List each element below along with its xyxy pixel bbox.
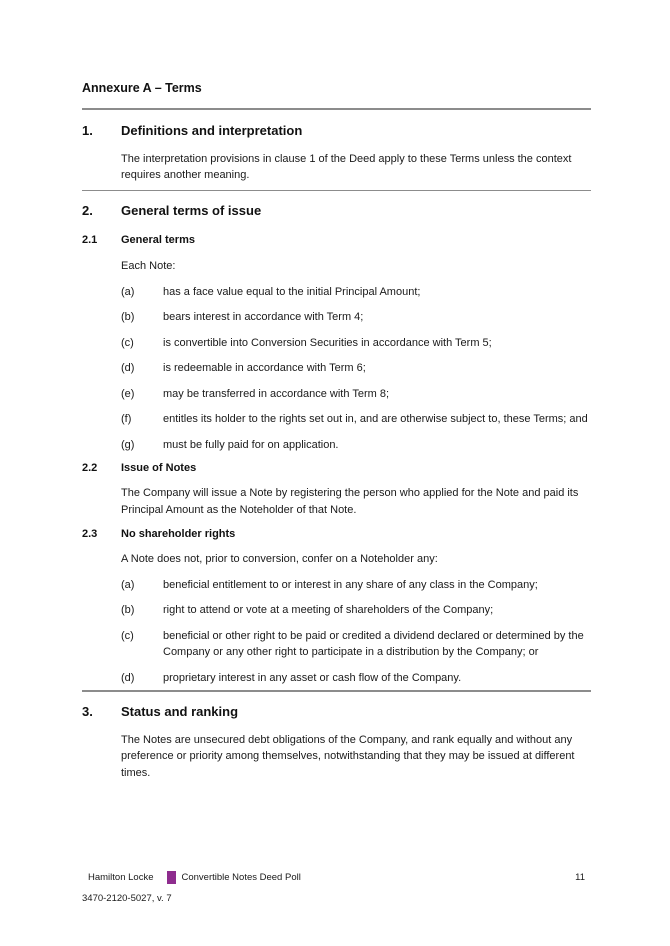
section-2-heading: General terms of issue [121, 203, 262, 218]
list-item [121, 437, 591, 454]
section-2-heading-row [82, 203, 591, 218]
list-item-text: must be fully paid for on application. [163, 438, 339, 451]
subsection-2-1-heading: General terms [121, 234, 195, 246]
list-item-text: right to attend or vote at a meeting of shareholders of the Company; [163, 604, 494, 616]
horizontal-rule [82, 190, 591, 192]
list-item-label: (a) [121, 578, 135, 591]
list-item-label: (b) [121, 311, 135, 323]
list-item [121, 411, 591, 428]
section-2-number: 2. [82, 203, 93, 218]
subsection-2-3-heading: No shareholder rights [121, 528, 236, 540]
subsection-2-3-intro: A Note does not, prior to conversion, confer on a Noteholder any: [121, 553, 438, 565]
list-item-label: (d) [121, 671, 135, 684]
footer-doc-id: 3470-2120-5027, v. 7 [82, 893, 172, 904]
footer-page-number: 11 [575, 871, 585, 883]
footer-firm-name: Hamilton Locke [88, 871, 154, 883]
list-item [121, 309, 591, 326]
list-item-text: beneficial or other right to be paid or credited a dividend declared or determined by the Company or any other right to participate in a distribution by the Company; or [163, 629, 584, 658]
list-item [121, 386, 591, 403]
horizontal-rule [82, 690, 591, 692]
list-item [121, 284, 591, 301]
list-item [121, 670, 591, 687]
subsection-2-1-heading-row [82, 233, 591, 247]
section-1-heading: Definitions and interpretation [121, 122, 303, 138]
section-3-number: 3. [82, 703, 93, 719]
list-item [121, 577, 591, 594]
list-item-label: (e) [121, 387, 135, 400]
list-item-label: (b) [121, 604, 135, 616]
horizontal-rule [82, 108, 591, 110]
footer-accent-square [167, 871, 176, 884]
list-item-text: is redeemable in accordance with Term 6; [163, 362, 366, 374]
list-item [121, 602, 591, 619]
list-item-label: (c) [121, 336, 134, 349]
list-item-text: may be transferred in accordance with Term 8; [163, 387, 390, 400]
list-item-label: (d) [121, 362, 135, 374]
list-item-label: (c) [121, 629, 134, 642]
list-item [121, 335, 591, 352]
subsection-2-3-heading-row [82, 527, 591, 541]
list-item-text: beneficial entitlement to or interest in any share of any class in the Company; [163, 578, 538, 591]
section-3-paragraph: The Notes are unsecured debt obligations of the Company, and rank equally and without any preference or priority among themselves, notwithstanding that they may be issued at different times. [121, 733, 575, 779]
section-1-paragraph: The interpretation provisions in clause 1 of the Deed apply to these Terms unless the context requires another meaning. [121, 152, 572, 181]
list-item-label: (f) [121, 413, 132, 425]
list-item-text: proprietary interest in any asset or cash flow of the Company. [163, 671, 462, 684]
list-item-text: entitles its holder to the rights set out in, and are otherwise subject to, these Terms; and [163, 413, 588, 425]
section-1-number: 1. [82, 122, 93, 138]
page-footer [88, 871, 585, 884]
section-3-heading: Status and ranking [121, 703, 239, 719]
subsection-2-1-number: 2.1 [82, 234, 98, 246]
list-item-label: (g) [121, 438, 135, 451]
section-1-heading-row [82, 123, 591, 138]
footer-doc-title: Convertible Notes Deed Poll [181, 871, 301, 883]
list-item [121, 360, 591, 377]
subsection-2-1-intro: Each Note: [121, 260, 176, 272]
annexure-title: Annexure A – Terms [82, 81, 202, 95]
subsection-2-2-heading: Issue of Notes [121, 462, 197, 474]
subsection-2-2-number: 2.2 [82, 462, 98, 474]
list-item-text: is convertible into Conversion Securities in accordance with Term 5; [163, 336, 492, 349]
list-item-text: bears interest in accordance with Term 4; [163, 311, 364, 323]
list-item-label: (a) [121, 285, 135, 298]
list-item-text: has a face value equal to the initial Principal Amount; [163, 285, 421, 298]
subsection-2-2-paragraph: The Company will issue a Note by registering the person who applied for the Note and paid its Principal Amount as the Noteholder of that Note. [121, 487, 579, 516]
subsection-2-3-number: 2.3 [82, 528, 98, 540]
list-item [121, 628, 591, 661]
subsection-2-2-heading-row [82, 461, 591, 475]
section-3-heading-row [82, 704, 591, 719]
